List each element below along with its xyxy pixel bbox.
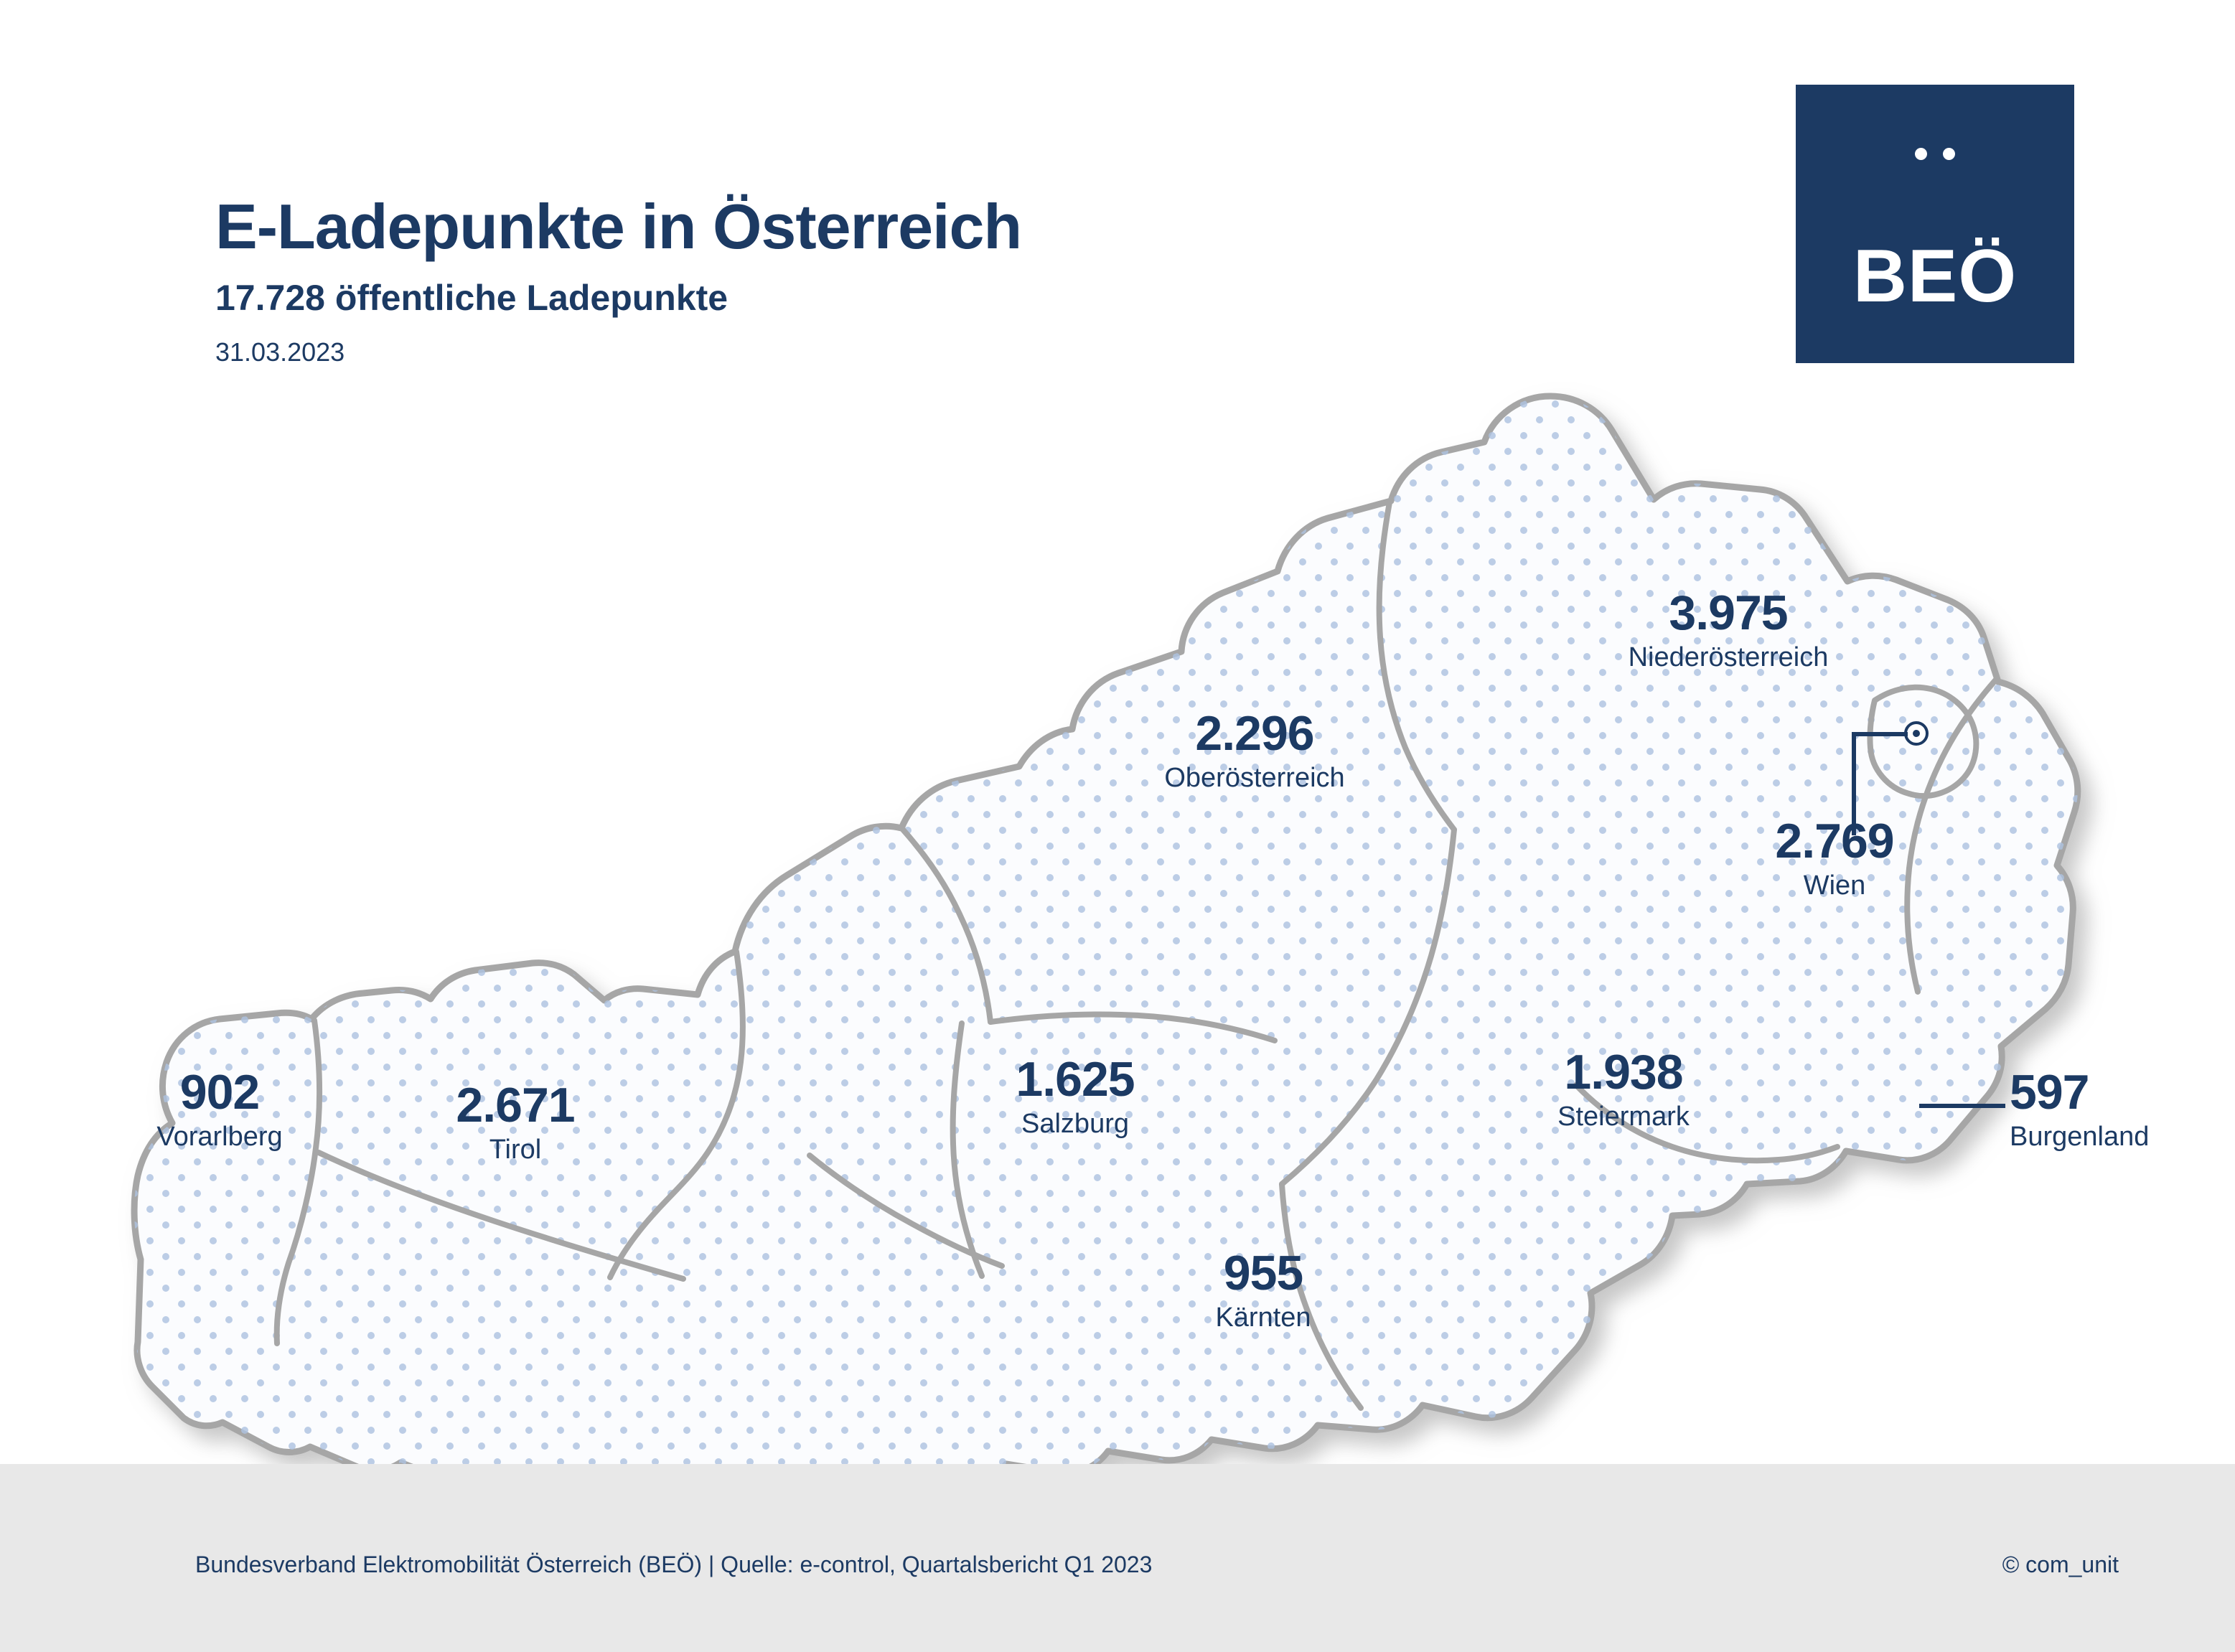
region-value-vorarlberg: 902 — [179, 1065, 260, 1120]
region-name-tirol: Tirol — [489, 1135, 542, 1165]
region-label-burgenland — [2010, 1065, 2150, 1153]
footer-bar — [0, 1464, 2235, 1652]
map-dot-texture — [134, 396, 2078, 1464]
austria-map-svg — [0, 301, 2235, 1464]
region-label-vorarlberg — [156, 1065, 283, 1153]
region-name-niederoesterreich: Niederösterreich — [1628, 642, 1829, 672]
region-value-salzburg: 1.625 — [1016, 1052, 1135, 1107]
region-label-salzburg — [1016, 1052, 1135, 1140]
region-value-burgenland: 597 — [2010, 1065, 2089, 1120]
wien-city-marker — [1904, 721, 1929, 746]
region-value-oberoesterreich: 2.296 — [1195, 706, 1314, 761]
region-label-oberoesterreich — [1164, 706, 1345, 794]
region-value-tirol: 2.671 — [456, 1078, 575, 1132]
region-name-steiermark: Steiermark — [1557, 1102, 1690, 1132]
wien-leader-horizontal — [1852, 732, 1908, 736]
region-label-niederoesterreich — [1629, 588, 1829, 673]
region-name-wien: Wien — [1803, 870, 1866, 901]
footer-credit: © com_unit — [2002, 1552, 2119, 1577]
page-title: E-Ladepunkte in Österreich — [215, 191, 1022, 262]
region-name-burgenland: Burgenland — [2010, 1122, 2150, 1152]
region-value-niederoesterreich: 3.975 — [1669, 586, 1788, 640]
region-label-kaernten — [1215, 1246, 1311, 1333]
footer-source: Bundesverband Elektromobilität Österreich (BEÖ) | Quelle: e-control, Quartalsbericht Q1 2023 — [195, 1552, 1153, 1577]
burgenland-leader — [1919, 1104, 2005, 1108]
region-label-steiermark — [1557, 1045, 1690, 1132]
page-subtitle: 17.728 öffentliche Ladepunkte — [215, 278, 728, 319]
beo-logo-text: BEÖ — [1852, 235, 2018, 318]
region-name-vorarlberg: Vorarlberg — [156, 1122, 283, 1152]
region-value-kaernten: 955 — [1223, 1246, 1303, 1300]
region-name-kaernten: Kärnten — [1215, 1303, 1311, 1333]
page-date: 31.03.2023 — [215, 337, 345, 367]
region-name-oberoesterreich: Oberösterreich — [1164, 763, 1345, 793]
region-value-steiermark: 1.938 — [1564, 1045, 1683, 1099]
beo-logo-dots-icon — [1915, 148, 1955, 160]
region-label-wien — [1775, 814, 1894, 901]
region-label-tirol — [456, 1078, 575, 1165]
region-name-salzburg: Salzburg — [1021, 1109, 1129, 1139]
austria-map — [0, 301, 2235, 1464]
region-value-wien: 2.769 — [1775, 814, 1894, 868]
